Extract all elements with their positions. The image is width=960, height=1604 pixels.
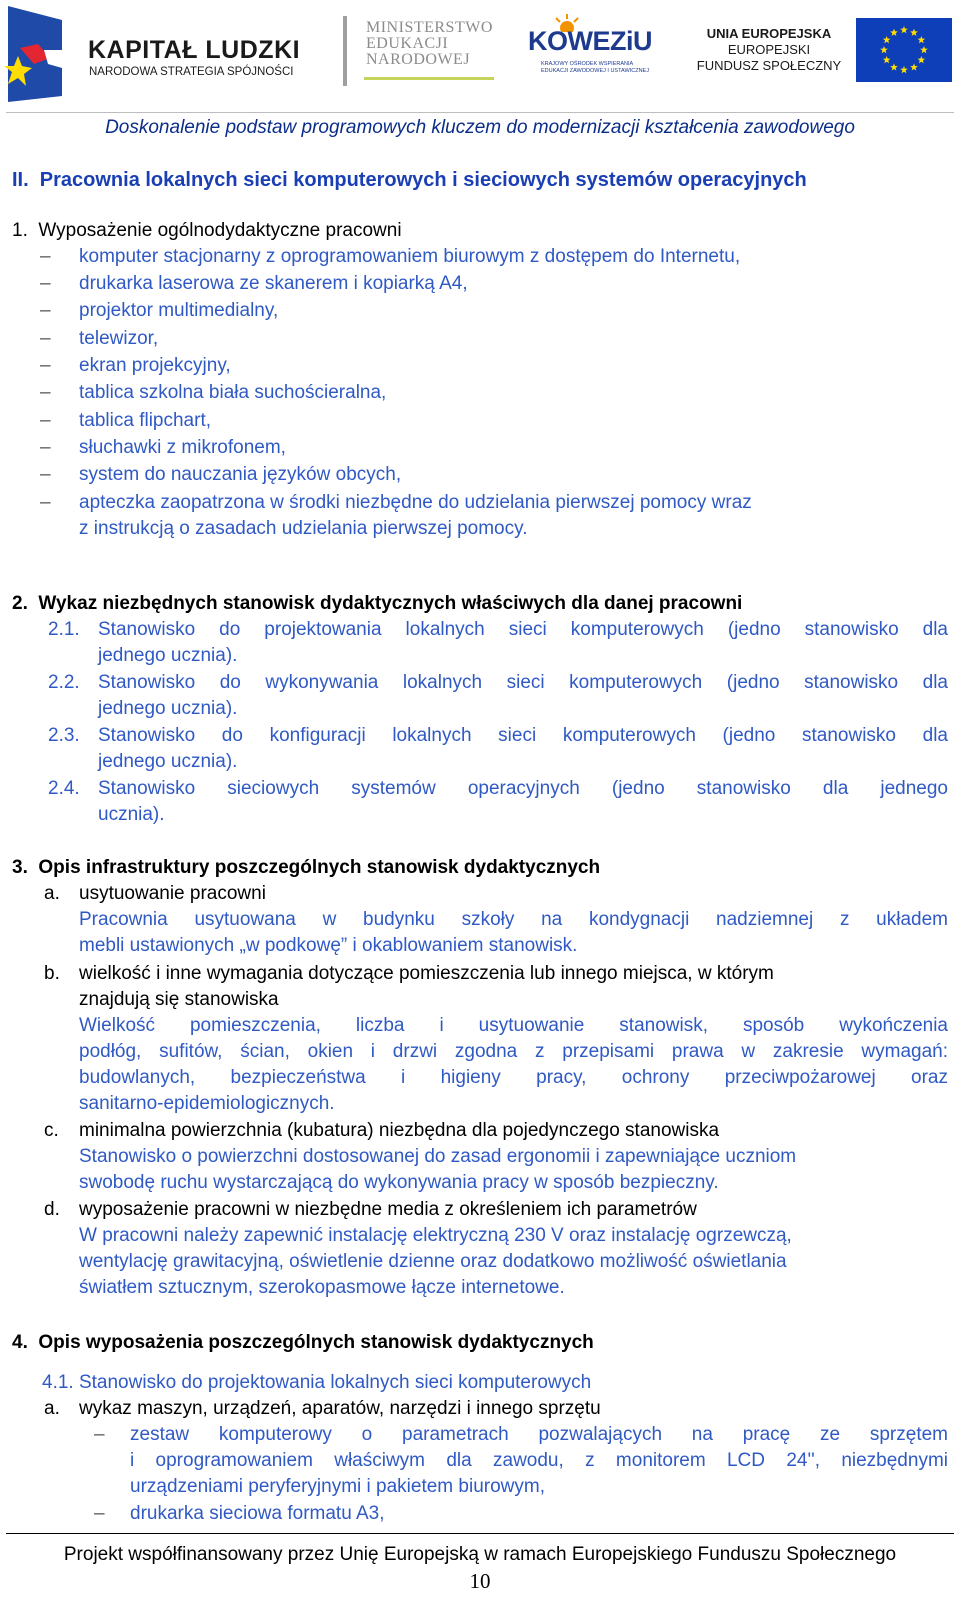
ministry-line-1: MINISTERSTWO (366, 19, 493, 36)
s4-a-label: wykaz maszyn, urządzeń, aparatów, narzędzi i innego sprzętu (79, 1398, 601, 1419)
footer-divider (6, 1533, 954, 1534)
s3-d-text-1: W pracowni należy zapewnić instalację elektryczną 230 V oraz instalację ogrzewczą, (79, 1225, 792, 1246)
eu-line-2: EUROPEJSKI (727, 42, 811, 57)
header-divider (6, 112, 954, 113)
s1-item-8: słuchawki z mikrofonem, (79, 437, 286, 458)
s3-c-label: minimalna powierzchnia (kubatura) niezbędna dla pojedynczego stanowiska (79, 1120, 720, 1141)
eu-line-1: UNIA EUROPEJSKA (706, 26, 832, 41)
s3-d-text-2: wentylację grawitacyjną, oświetlenie dzienne oraz dodatkowo możliwość oświetlania (79, 1251, 787, 1272)
bullet-dash: – (94, 1503, 105, 1524)
s3-c-text-2: swobodę ruchu wystarczającą do wykonywania pracy w sposób bezpieczny. (79, 1172, 719, 1193)
s3-d-letter: d. (44, 1199, 60, 1220)
s2-item-1: Stanowisko do projektowania lokalnych sieci komputerowych (jedno stanowisko dla (98, 619, 948, 640)
ministry-emblem-icon (334, 16, 356, 86)
bullet-dash: – (40, 273, 51, 294)
s3-b-text-3: budowlanych, bezpieczeństwa i higieny pracy, ochrony przeciwpożarowej oraz (79, 1067, 948, 1088)
s1-title: 1. Wyposażenie ogólnodydaktyczne pracowni (12, 220, 402, 241)
s4-subsection-title: 4.1. Stanowisko do projektowania lokalnych sieci komputerowych (42, 1372, 592, 1393)
s3-b-letter: b. (44, 963, 60, 984)
bullet-dash: – (40, 492, 51, 513)
page-number: 10 (469, 1569, 491, 1593)
bullet-dash: – (40, 437, 51, 458)
s1-item-9: system do nauczania języków obcych, (79, 464, 402, 485)
s1-item-7: tablica flipchart, (79, 410, 212, 431)
s1-item-3: projektor multimedialny, (79, 300, 279, 321)
s2-item-2-cont: jednego ucznia). (98, 698, 238, 719)
ministry-line-3: NARODOWEJ (366, 51, 471, 68)
s2-item-number: 2.4. (48, 778, 80, 799)
s2-item-4: Stanowisko sieciowych systemów operacyjnych (jedno stanowisko dla jednego (98, 778, 948, 799)
eu-logo-text (694, 26, 844, 74)
s2-item-2: Stanowisko do wykonywania lokalnych sieci komputerowych (jedno stanowisko dla (98, 672, 948, 693)
s2-item-3: Stanowisko do konfiguracji lokalnych sieci komputerowych (jedno stanowisko dla (98, 725, 948, 746)
s1-item-6: tablica szkolna biała suchościeralna, (79, 382, 387, 403)
s3-a-label: usytuowanie pracowni (79, 883, 266, 904)
logo-bar (0, 0, 960, 112)
s3-a-text-1: Pracownia usytuowana w budynku szkoły na kondygnacji nadziemnej z układem (79, 909, 948, 930)
s4-item-1-cont-2: urządzeniami peryferyjnymi i pakietem biurowym, (130, 1476, 545, 1497)
document-header: Doskonalenie podstaw programowych kluczem do modernizacji kształcenia zawodowego (105, 117, 855, 138)
s1-item-4: telewizor, (79, 328, 159, 349)
s1-item-1: komputer stacjonarny z oprogramowaniem biurowym z dostępem do Internetu, (79, 246, 741, 267)
s4-item-2: drukarka sieciowa formatu A3, (130, 1503, 385, 1524)
s4-title: 4. Opis wyposażenia poszczególnych stanowisk dydaktycznych (12, 1332, 594, 1353)
footer-text: Projekt współfinansowany przez Unię Europejską w ramach Europejskiego Funduszu Społecznego (63, 1544, 897, 1565)
s2-item-4-cont: ucznia). (98, 804, 165, 825)
s2-item-number: 2.3. (48, 725, 80, 746)
s3-a-letter: a. (44, 883, 60, 904)
s4-item-1-cont-1: i oprogramowaniem właściwym dla zawodu, z monitorem LCD 24'', niezbędnymi (130, 1450, 948, 1471)
s2-title: 2. Wykaz niezbędnych stanowisk dydaktycznych właściwych dla danej pracowni (12, 593, 743, 614)
s3-a-text-2: mebli ustawionych „w podkowę” i okablowaniem stanowisk. (79, 935, 578, 956)
s3-c-text-1: Stanowisko o powierzchni dostosowanej do zasad ergonomii i zapewniające uczniom (79, 1146, 797, 1167)
kapital-ludzki-logo-icon (4, 4, 66, 102)
s3-title: 3. Opis infrastruktury poszczególnych stanowisk dydaktycznych (12, 857, 601, 878)
ministry-underline-icon (364, 76, 494, 82)
s1-item-10: apteczka zaopatrzona w środki niezbędne do udzielania pierwszej pomocy wraz (79, 492, 752, 513)
kowezu-logo-subtitle: KRAJOWY OŚRODEK WSPIERANIA EDUKACJI ZAWODOWEJ I USTAWICZNEJ (541, 61, 649, 74)
eu-line-3: FUNDUSZ SPOŁECZNY (696, 58, 842, 73)
bullet-dash: – (40, 246, 51, 267)
bullet-dash: – (40, 355, 51, 376)
eu-flag-icon (856, 18, 952, 82)
bullet-dash: – (40, 300, 51, 321)
kapital-ludzki-title: KAPITAŁ LUDZKI (88, 36, 301, 64)
kowezu-logo-text: KOWEZiU (528, 26, 652, 56)
s3-b-text-4: sanitarno-epidemiologicznych. (79, 1093, 335, 1114)
section-title: II. Pracownia lokalnych sieci komputerowych i sieciowych systemów operacyjnych (12, 169, 807, 191)
s2-item-number: 2.1. (48, 619, 80, 640)
s3-b-text-1: Wielkość pomieszczenia, liczba i usytuowanie stanowisk, sposób wykończenia (79, 1015, 948, 1036)
bullet-dash: – (40, 410, 51, 431)
s1-item-5: ekran projekcyjny, (79, 355, 231, 376)
ministry-line-2: EDUKACJI (366, 35, 449, 52)
bullet-dash: – (40, 464, 51, 485)
s1-item-2: drukarka laserowa ze skanerem i kopiarką A4, (79, 273, 468, 294)
s3-c-letter: c. (44, 1120, 59, 1141)
s3-b-text-2: podłóg, sufitów, ścian, okien i drzwi zgodna z przepisami prawa w zakresie wymagań: (79, 1041, 948, 1062)
s3-b-label-1: wielkość i inne wymagania dotyczące pomieszczenia lub innego miejsca, w którym (79, 963, 774, 984)
s4-item-1: zestaw komputerowy o parametrach pozwalających na pracę ze sprzętem (130, 1424, 948, 1445)
s4-a-letter: a. (44, 1398, 60, 1419)
s3-b-label-2: znajdują się stanowiska (79, 989, 279, 1010)
kapital-ludzki-subtitle: NARODOWA STRATEGIA SPÓJNOŚCI (89, 66, 294, 78)
s3-d-text-3: światłem sztucznym, szerokopasmowe łącze internetowe. (79, 1277, 565, 1298)
s1-item-10-cont: z instrukcją o zasadach udzielania pierwszej pomocy. (79, 518, 528, 539)
ministry-logo-text (366, 20, 493, 68)
s2-item-3-cont: jednego ucznia). (98, 751, 238, 772)
s2-item-1-cont: jednego ucznia). (98, 645, 238, 666)
s2-item-number: 2.2. (48, 672, 80, 693)
bullet-dash: – (40, 328, 51, 349)
bullet-dash: – (40, 382, 51, 403)
bullet-dash: – (94, 1424, 105, 1445)
s3-d-label: wyposażenie pracowni w niezbędne media z określeniem ich parametrów (79, 1199, 697, 1220)
